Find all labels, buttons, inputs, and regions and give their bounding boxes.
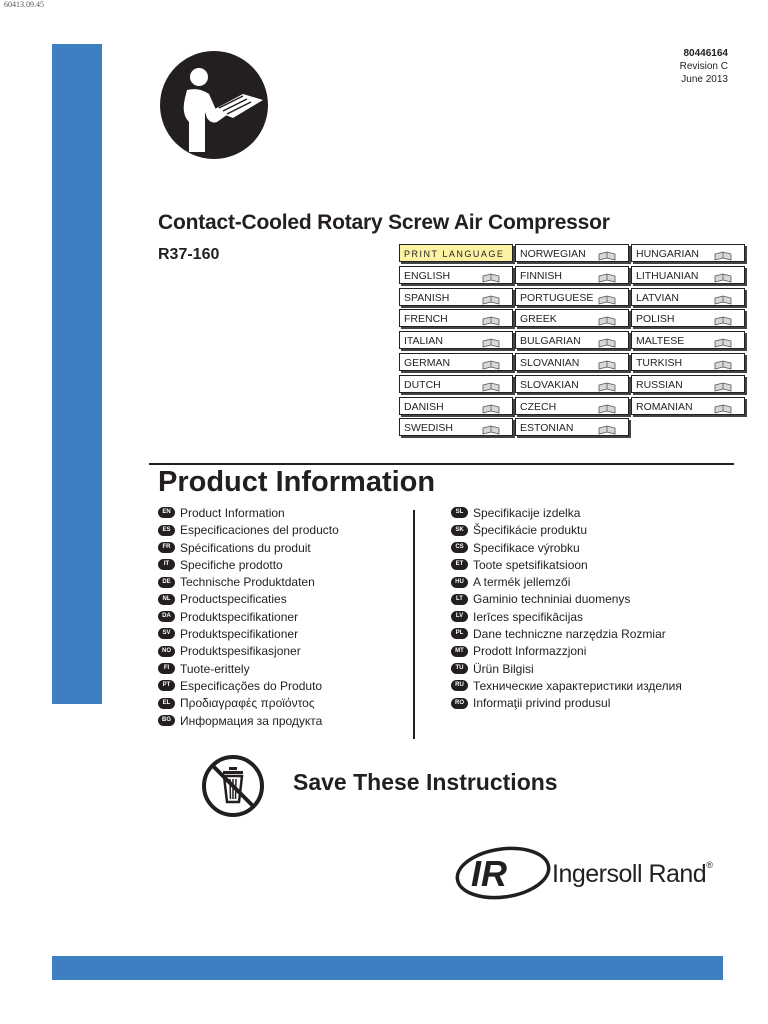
print-language-label: PRINT LANGUAGE	[404, 249, 505, 259]
language-option[interactable]	[399, 266, 513, 284]
language-label: DUTCH	[404, 378, 441, 391]
list-item-text: Dane techniczne narzędzia Rozmiar	[473, 627, 666, 642]
language-label: CZECH	[520, 400, 557, 413]
language-code-badge: NL	[158, 594, 175, 605]
list-item	[158, 505, 339, 522]
language-label: LATVIAN	[636, 291, 679, 304]
language-label: POLISH	[636, 313, 675, 326]
brand-name-text: Ingersoll Rand	[552, 860, 707, 888]
book-icon	[482, 380, 500, 390]
list-item	[158, 695, 339, 712]
book-icon	[598, 293, 616, 303]
book-icon	[598, 423, 616, 433]
list-item	[158, 591, 339, 608]
language-code-badge: EL	[158, 698, 175, 709]
language-option[interactable]	[515, 397, 629, 415]
language-label: SLOVANIAN	[520, 357, 580, 369]
language-option[interactable]	[399, 375, 513, 393]
list-item-text: Gaminio techniniai duomenys	[473, 592, 631, 607]
list-item-text: Ürün Bilgisi	[473, 661, 534, 676]
list-item-text: Toote spetsifikatsioon	[473, 557, 588, 572]
language-code-badge: FR	[158, 542, 175, 553]
list-item	[158, 678, 339, 695]
list-item	[451, 505, 682, 522]
book-icon	[482, 423, 500, 433]
list-item-text: Especificaciones del producto	[180, 523, 339, 538]
list-item-text: Produktspecifikationer	[180, 627, 299, 642]
language-label: TURKISH	[636, 357, 683, 369]
list-item	[451, 643, 682, 660]
language-option[interactable]	[399, 353, 513, 371]
language-option[interactable]	[399, 288, 513, 306]
language-label: ITALIAN	[404, 335, 443, 348]
language-label: HUNGARIAN	[636, 248, 700, 260]
language-label: RUSSIAN	[636, 378, 683, 391]
print-language-header	[399, 244, 513, 262]
list-item	[158, 661, 339, 678]
list-item-text: Spécifications du produit	[180, 540, 311, 555]
model-number: R37-160	[158, 246, 220, 263]
ingersoll-rand-logo	[455, 843, 555, 901]
book-icon	[598, 358, 616, 368]
book-icon	[714, 293, 732, 303]
list-item	[158, 574, 339, 591]
language-option[interactable]	[399, 418, 513, 436]
list-item	[158, 609, 339, 626]
language-label: FRENCH	[404, 313, 448, 326]
list-item	[451, 540, 682, 557]
bottom-accent-bar	[52, 956, 723, 980]
list-item-text: Produktspecifikationer	[180, 609, 299, 624]
list-item-text: Productspecificaties	[180, 592, 287, 607]
language-option[interactable]	[515, 353, 629, 371]
brand-name: Ingersoll Rand®	[552, 860, 713, 888]
language-option[interactable]	[515, 288, 629, 306]
language-code-badge: ET	[451, 559, 468, 570]
language-code-badge: IT	[158, 559, 175, 570]
language-label: ROMANIAN	[636, 400, 693, 413]
language-code-badge: SK	[451, 525, 468, 536]
language-label: MALTESE	[636, 335, 685, 348]
language-option[interactable]	[399, 331, 513, 349]
list-item	[451, 661, 682, 678]
language-label: SPANISH	[404, 291, 450, 304]
language-code-badge: MT	[451, 646, 468, 657]
language-code-badge: TU	[451, 663, 468, 674]
language-label: GREEK	[520, 313, 557, 326]
column-divider	[413, 510, 415, 739]
book-icon	[598, 314, 616, 324]
section-title: Product Information	[158, 466, 436, 498]
language-label: ESTONIAN	[520, 422, 574, 435]
list-item	[451, 678, 682, 695]
list-item	[158, 643, 339, 660]
list-item-text: Specifikacije izdelka	[473, 506, 581, 520]
language-code-badge: NO	[158, 646, 175, 657]
language-option[interactable]	[515, 418, 629, 436]
list-item	[451, 695, 682, 712]
list-item-text: Špecifikácie produktu	[473, 523, 588, 538]
list-item	[158, 557, 339, 574]
list-item	[158, 540, 339, 557]
list-item	[158, 713, 339, 730]
list-item	[451, 574, 682, 591]
document-revision: Revision C	[679, 61, 728, 72]
document-stamp: 60413.09.45	[4, 0, 44, 9]
book-icon	[598, 336, 616, 346]
language-option[interactable]	[515, 266, 629, 284]
language-code-badge: PL	[451, 628, 468, 639]
language-code-badge: FI	[158, 663, 175, 674]
book-icon	[482, 271, 500, 281]
language-option[interactable]	[399, 309, 513, 327]
book-icon	[482, 358, 500, 368]
language-label: ENGLISH	[404, 269, 451, 282]
language-option[interactable]	[631, 309, 745, 327]
language-option[interactable]	[631, 288, 745, 306]
list-item	[158, 626, 339, 643]
document-title: Contact-Cooled Rotary Screw Air Compressor	[158, 211, 610, 234]
list-item-text: Product Information	[180, 506, 285, 520]
read-manual-icon	[159, 50, 269, 160]
book-icon	[598, 271, 616, 281]
list-item-text: Технические характеристики изделия	[473, 678, 682, 693]
language-code-badge: RO	[451, 698, 468, 709]
document-number: 80446164	[683, 48, 728, 59]
book-icon	[482, 336, 500, 346]
side-accent-bar	[52, 44, 102, 704]
book-icon	[714, 314, 732, 324]
book-icon	[714, 402, 732, 412]
list-item-text: Technische Produktdaten	[180, 575, 315, 590]
list-item-text: Prodott Informazzjoni	[473, 644, 587, 659]
list-item	[451, 591, 682, 608]
list-item-text: A termék jellemzői	[473, 575, 571, 590]
list-item-text: Информация за продукта	[180, 713, 323, 728]
language-code-badge: SL	[451, 507, 468, 518]
section-divider	[149, 463, 734, 465]
language-option[interactable]	[515, 244, 629, 262]
language-code-badge: DA	[158, 611, 175, 622]
language-label: BULGARIAN	[520, 335, 581, 348]
language-code-badge: EN	[158, 507, 175, 518]
list-item-text: Especificações do Produto	[180, 678, 323, 693]
language-code-badge: PT	[158, 680, 175, 691]
language-option[interactable]	[631, 375, 745, 393]
language-code-badge: LT	[451, 594, 468, 605]
language-label: DANISH	[404, 400, 444, 413]
language-label: FINNISH	[520, 269, 562, 282]
language-option[interactable]	[631, 331, 745, 349]
list-item-text: Προδιαγραφές προϊόντος	[180, 696, 315, 711]
book-icon	[598, 380, 616, 390]
book-icon	[714, 358, 732, 368]
list-item	[451, 557, 682, 574]
list-item	[451, 609, 682, 626]
language-label: SWEDISH	[404, 422, 454, 435]
book-icon	[482, 293, 500, 303]
language-label: NORWEGIAN	[520, 248, 586, 260]
document-meta	[680, 47, 728, 86]
list-item-text: Informaţii privind produsul	[473, 696, 611, 711]
language-label: PORTUGUESE	[520, 291, 594, 304]
product-info-list-right	[451, 505, 682, 713]
language-option[interactable]	[399, 397, 513, 415]
book-icon	[598, 249, 616, 259]
document-date: June 2013	[681, 74, 728, 85]
book-icon	[482, 402, 500, 412]
language-option[interactable]	[515, 309, 629, 327]
list-item-text: Tuote-erittely	[180, 661, 250, 676]
language-code-badge: DE	[158, 577, 175, 588]
logo-mark-text: IR	[471, 853, 507, 894]
language-option[interactable]	[515, 375, 629, 393]
language-option[interactable]	[631, 353, 745, 371]
language-code-badge: RU	[451, 680, 468, 691]
list-item	[451, 626, 682, 643]
book-icon	[714, 249, 732, 259]
no-trash-icon	[201, 754, 265, 818]
book-icon	[482, 314, 500, 324]
book-icon	[714, 336, 732, 346]
language-code-badge: SV	[158, 628, 175, 639]
language-label: SLOVAKIAN	[520, 378, 579, 391]
list-item-text: Specifiche prodotto	[180, 557, 283, 572]
book-icon	[714, 380, 732, 390]
language-option[interactable]	[631, 244, 745, 262]
language-option[interactable]	[631, 266, 745, 284]
save-instructions-heading: Save These Instructions	[293, 769, 558, 795]
language-option[interactable]	[631, 397, 745, 415]
language-code-badge: ES	[158, 525, 175, 536]
language-option[interactable]	[515, 331, 629, 349]
language-label: GERMAN	[404, 357, 451, 369]
product-info-list-left	[158, 505, 339, 730]
book-icon	[714, 271, 732, 281]
list-item-text: Ierīces specifikācijas	[473, 609, 584, 624]
list-item-text: Produktspesifikasjoner	[180, 644, 301, 659]
language-code-badge: CS	[451, 542, 468, 553]
list-item-text: Specifikace výrobku	[473, 540, 580, 555]
list-item	[158, 522, 339, 539]
language-code-badge: HU	[451, 577, 468, 588]
language-code-badge: BG	[158, 715, 175, 726]
language-label: LITHUANIAN	[636, 269, 699, 282]
book-icon	[598, 402, 616, 412]
language-code-badge: LV	[451, 611, 468, 622]
list-item	[451, 522, 682, 539]
